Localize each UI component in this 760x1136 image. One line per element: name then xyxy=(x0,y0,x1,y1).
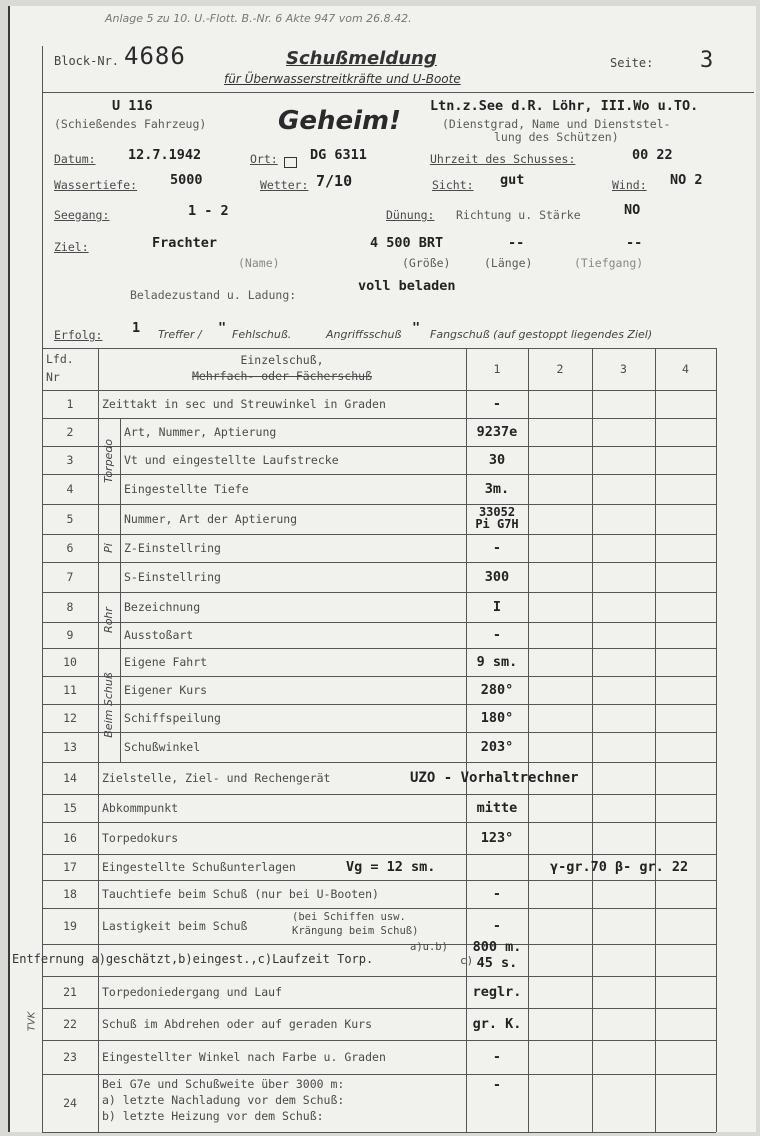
location-checkbox xyxy=(282,152,299,171)
row-number: 19 xyxy=(63,919,77,933)
row-number: 24 xyxy=(63,1096,77,1110)
sea-state-value: 1 - 2 xyxy=(188,203,229,219)
target-name-value: Frachter xyxy=(152,235,218,251)
row-label: Eingestellter Winkel nach Farbe u. Graden xyxy=(102,1050,386,1064)
row-mark-c: c) xyxy=(460,953,474,967)
group-label-pi: Pi xyxy=(102,543,115,553)
water-depth-label: Wassertiefe: xyxy=(54,178,138,192)
row-value: - xyxy=(492,918,502,934)
row-label: Eingestellte Schußunterlagen xyxy=(102,860,296,874)
row-number: 10 xyxy=(63,655,77,669)
row-note-1: (bei Schiffen usw. xyxy=(292,911,406,923)
row-sub-b: b) letzte Heizung vor dem Schuß: xyxy=(102,1109,324,1123)
header-nr-2: Nr xyxy=(46,370,60,384)
row-value: 123° xyxy=(480,830,514,846)
filing-stamp: Anlage 5 zu 10. U.-Flott. B.-Nr. 6 Akte 947 vom 26.8.42. xyxy=(105,12,412,25)
load-value: voll beladen xyxy=(358,278,456,294)
location-label: Ort: xyxy=(250,152,278,166)
officer-caption-1: (Dienstgrad, Name und Dienststel- xyxy=(442,117,671,131)
row-label: Art, Nummer, Aptierung xyxy=(124,425,277,439)
hits-label: Treffer / xyxy=(158,328,202,341)
row-number: 23 xyxy=(63,1050,77,1064)
date-value: 12.7.1942 xyxy=(128,147,202,163)
row-number: 22 xyxy=(63,1017,77,1031)
row-number: 21 xyxy=(63,985,77,999)
header-struck: Mehrfach- oder Fächerschuß xyxy=(191,369,372,383)
attack-label: Angriffsschuß xyxy=(326,328,402,341)
result-label: Erfolg: xyxy=(54,328,103,342)
row-value: 30 xyxy=(488,452,506,468)
header-col-1: 1 xyxy=(493,362,501,376)
table-col-line xyxy=(655,348,656,1132)
hits-value: 1 xyxy=(132,320,141,336)
misses-mark: " xyxy=(218,320,227,336)
row-label: Schußwinkel xyxy=(124,740,201,754)
catch-label: Fangschuß (auf gestoppt liegendes Ziel) xyxy=(430,328,653,341)
row-number: 14 xyxy=(63,771,77,785)
row-value: - xyxy=(492,1049,502,1065)
location-value: DG 6311 xyxy=(310,147,367,163)
row-value: 9 sm. xyxy=(476,654,518,670)
target-draft-value: -- xyxy=(626,235,643,251)
row-number: 7 xyxy=(66,570,74,584)
block-label: Block-Nr. xyxy=(54,54,120,68)
header-divider xyxy=(42,92,754,93)
row-value: 203° xyxy=(480,739,514,755)
group-label-rohr: Rohr xyxy=(102,607,115,633)
visibility-label: Sicht: xyxy=(432,178,474,192)
row-number: 11 xyxy=(63,683,77,697)
row-number: 4 xyxy=(66,482,74,496)
row-value: - xyxy=(492,886,502,902)
table-col-line xyxy=(528,348,529,1132)
row-number: 13 xyxy=(63,740,77,754)
row-value: mitte xyxy=(476,800,518,816)
weather-label: Wetter: xyxy=(260,178,309,192)
row-note-2: Krängung beim Schuß) xyxy=(292,925,419,937)
row-label: Tauchtiefe beim Schuß (nur bei U-Booten) xyxy=(102,887,379,901)
table-row-line xyxy=(42,944,716,945)
row-value-2: γ-gr.70 β- gr. 22 xyxy=(550,859,689,875)
row-number: 6 xyxy=(66,541,74,555)
row-number: 17 xyxy=(63,860,77,874)
row-value: 300 xyxy=(484,569,510,585)
wind-label: Wind: xyxy=(612,178,647,192)
misses-label: Fehlschuß. xyxy=(232,328,292,341)
row-number: 12 xyxy=(63,711,77,725)
table-row-line xyxy=(42,1074,716,1075)
row-label: Abkommpunkt xyxy=(102,801,179,815)
load-label: Beladezustand u. Ladung: xyxy=(130,288,297,302)
group-sep xyxy=(98,648,120,649)
swell-value: NO xyxy=(624,202,641,218)
row-label: Eigene Fahrt xyxy=(124,655,208,669)
row-number: 2 xyxy=(66,425,74,439)
sea-state-label: Seegang: xyxy=(54,208,110,222)
row-label: Torpedokurs xyxy=(102,831,179,845)
row-label: Z-Einstellring xyxy=(124,541,221,555)
row-marks: a)u.b) xyxy=(410,941,448,953)
margin-mark: TVK xyxy=(26,1011,38,1032)
row-label: Eigener Kurs xyxy=(124,683,208,697)
target-length-caption: (Länge) xyxy=(484,256,533,270)
target-draft-caption: (Tiefgang) xyxy=(574,256,644,270)
row-value: UZO - Vorhaltrechner xyxy=(410,770,579,786)
group-strip-line xyxy=(120,418,121,762)
target-length-value: -- xyxy=(508,235,525,251)
row-number: 9 xyxy=(66,628,74,642)
group-label-beim: Beim Schuß xyxy=(102,672,115,738)
swell-label: Dünung: xyxy=(386,208,435,222)
wind-value: NO 2 xyxy=(670,172,703,188)
group-sep xyxy=(98,504,120,505)
row-label: Nummer, Art der Aptierung xyxy=(124,512,298,526)
page-label: Seite: xyxy=(610,56,654,70)
row-number: 3 xyxy=(66,453,74,467)
row-value: 800 m. xyxy=(472,939,522,955)
row-value: - xyxy=(492,627,502,643)
table-col-line xyxy=(98,348,99,1132)
table-col-line xyxy=(716,348,717,1132)
row-value: 180° xyxy=(480,710,514,726)
officer-caption-2: lung des Schützen) xyxy=(494,130,619,144)
block-number: 4686 xyxy=(124,42,186,70)
time-value: 00 22 xyxy=(632,147,673,163)
row-label: Ausstoßart xyxy=(124,628,194,642)
row-value-2: Pi G7H xyxy=(475,517,519,531)
table-col-line xyxy=(592,348,593,1132)
weather-value: 7/10 xyxy=(316,172,353,190)
row-label: Schuß im Abdrehen oder auf geraden Kurs xyxy=(102,1017,373,1031)
row-value-b: 45 s. xyxy=(476,955,518,971)
row-label: Torpedoniedergang und Lauf xyxy=(102,985,283,999)
row-label: Eingestellte Tiefe xyxy=(124,482,249,496)
target-name-caption: (Name) xyxy=(238,256,280,270)
row-value: 280° xyxy=(480,682,514,698)
row-value: 9237e xyxy=(476,424,518,440)
row-label: Lastigkeit beim Schuß xyxy=(102,919,248,933)
header-col-3: 3 xyxy=(620,362,627,376)
form-subtitle: für Überwasserstreitkräfte und U-Boote xyxy=(224,72,461,86)
row-value: I xyxy=(492,599,502,615)
row-label: Zeittakt in sec und Streuwinkel in Graden xyxy=(102,397,386,411)
row-number: 5 xyxy=(66,512,74,526)
row-label: Bei G7e und Schußweite über 3000 m: xyxy=(102,1077,345,1091)
row-value: - xyxy=(492,540,502,556)
water-depth-value: 5000 xyxy=(170,172,203,188)
table-row-line xyxy=(42,1132,716,1133)
row-label: Zielstelle, Ziel- und Rechengerät xyxy=(102,771,331,785)
row-sub-a: a) letzte Nachladung vor dem Schuß: xyxy=(102,1093,345,1107)
swell-hint: Richtung u. Stärke xyxy=(456,208,581,222)
catch-mark: " xyxy=(412,320,421,336)
group-sep xyxy=(98,592,120,593)
target-label: Ziel: xyxy=(54,240,89,254)
row-number: 8 xyxy=(66,600,74,614)
report-form xyxy=(8,6,756,1132)
time-label: Uhrzeit des Schusses: xyxy=(430,152,576,166)
row-value: Vg = 12 sm. xyxy=(346,859,436,875)
row-value: - xyxy=(492,1077,502,1093)
row-value: gr. K. xyxy=(472,1016,522,1032)
row-label: Schiffspeilung xyxy=(124,711,221,725)
row-value: 33052 xyxy=(478,505,516,519)
officer-value: Ltn.z.See d.R. Löhr, III.Wo u.TO. xyxy=(430,98,699,114)
group-label-torpedo: Torpedo xyxy=(102,438,115,484)
row-number: 18 xyxy=(63,887,77,901)
visibility-value: gut xyxy=(500,172,525,188)
row-value: - xyxy=(492,396,502,412)
target-size-value: 4 500 BRT xyxy=(370,235,444,251)
row-value: 3m. xyxy=(484,481,510,497)
header-col-4: 4 xyxy=(682,362,689,376)
date-label: Datum: xyxy=(54,152,96,166)
row-label: Bezeichnung xyxy=(124,600,201,614)
row-label: Entfernung a)geschätzt,b)eingest.,c)Laufzeit Torp. xyxy=(12,952,374,966)
row-number: 16 xyxy=(63,831,77,845)
header-col-2: 2 xyxy=(556,362,564,376)
vessel-value: U 116 xyxy=(112,98,153,114)
row-label: Vt und eingestellte Laufstrecke xyxy=(124,453,339,467)
row-number: 1 xyxy=(66,397,74,411)
row-number: 15 xyxy=(63,801,77,815)
vessel-caption: (Schießendes Fahrzeug) xyxy=(54,117,207,131)
target-size-caption: (Größe) xyxy=(402,256,451,270)
header-main: Einzelschuß, xyxy=(240,353,324,367)
page-number: 3 xyxy=(700,48,714,73)
header-nr-1: Lfd. xyxy=(46,352,74,366)
row-value: reglr. xyxy=(472,984,522,1000)
form-title: Schußmeldung xyxy=(286,48,437,69)
row-label: S-Einstellring xyxy=(124,570,221,584)
secret-stamp: Geheim! xyxy=(278,106,401,136)
